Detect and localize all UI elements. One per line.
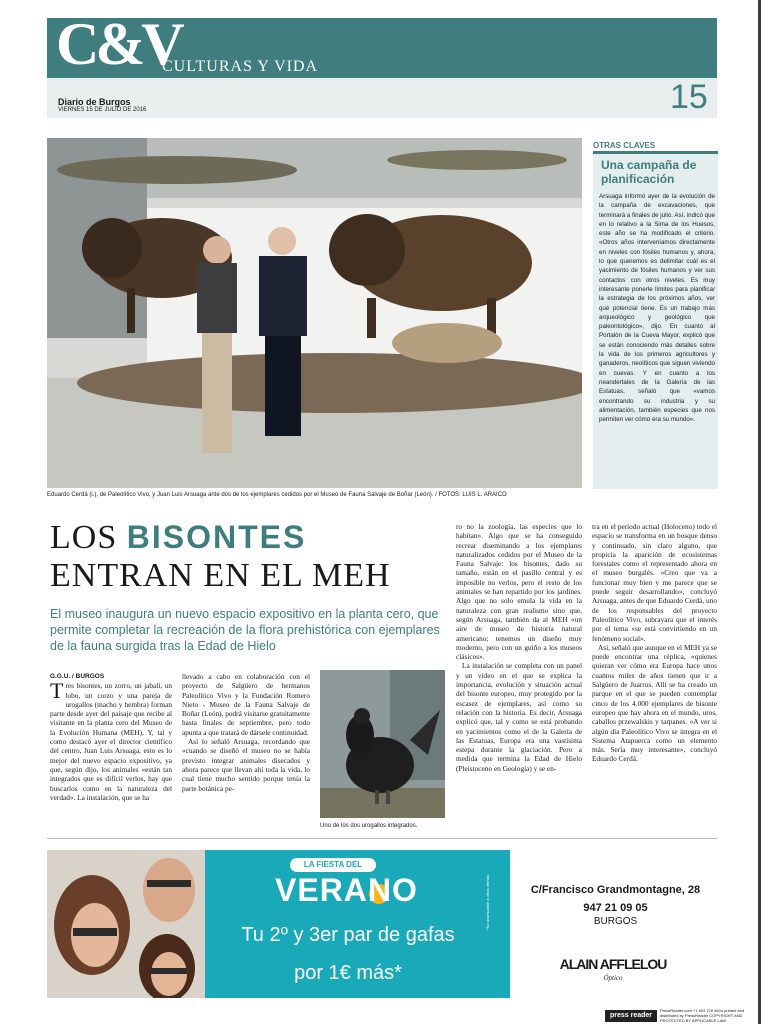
ad-summer-title: VERANO	[275, 872, 418, 908]
article-column-1	[50, 672, 172, 802]
bison-exhibit-image	[47, 138, 582, 488]
sidebar-label: OTRAS CLAVES	[593, 141, 656, 150]
grouse-image	[320, 670, 445, 818]
column-3-para-1: ro no la zoología, las especies que lo habitan». Algo que se ha conseguido recrear diseminando a los ejemplares naturalizados cedidos por el Museo de la Fauna Salvaje: los bisontes, dado su tamaño, están en el pasillo central y es imposible no verlos, pero el resto de los animales se han repartido por los jardines. Algo que no solo emula la vida en la naturaleza con gran realismo sino que, según Arsuaga, también da al MEH «un aire de museo de historia natural americano; tenemos un diseño muy moderno, pero con un guiño a los museos clásicos».	[456, 522, 582, 662]
ad-divider	[47, 838, 717, 839]
section-title: CULTURAS Y VIDA	[162, 58, 319, 75]
ad-models-image	[47, 850, 205, 998]
headline-pre: LOS	[50, 519, 118, 556]
column-4-para-2: Así, señaló que aunque en el MEH ya se puede encontrar una réplica, «quienes quieran ver cómo era Europa hace unos cuantos miles de años tienen que ir a Salgüero de Juarros. Allí se ha creado un parque en el que se pueden contemplar cinco de los 4.000 ejemplares de bisonte europeo que hay ahora en el mundo, uros, caballos przewalskis y tarpanes. «A ver si algún día Paleolítico Vivo se integra en el Sistema Atapuerca como un elemento más. Sería muy interesante», concluyó Eduardo Cerdá.	[592, 642, 717, 764]
article-byline: G.G.U. / BURGOS	[50, 673, 105, 680]
ad-brand-logo: ALAIN AFFLELOU	[559, 956, 667, 972]
article-column-3	[456, 522, 582, 773]
article-deck: El museo inaugura un nuevo espacio expositivo en la planta cero, que permite completar la recreación de la flora prehistórica con ejemplares de la fauna surgida tras la Edad de Hielo	[50, 607, 440, 653]
newspaper-name: Diario de Burgos	[58, 97, 131, 107]
column-2-para-2: Así lo señaló Arsuaga, recordando que «cuando se diseñó el museo no se había previsto integrar animales disecados y ahora parece que llevan ahí toda la vida, lo cual tiene mucho sentido porque tenía la parte botánica pe-	[182, 737, 310, 793]
header-subbar	[47, 78, 717, 118]
column-3-para-2: La instalación se completa con un panel y un vídeo en el que se explica la importancia, evolución y situación actual del bisonte europeo, muy protegido por la escasez de ejemplares, así como su relación con la historia. Es decir, Arsuaga explicó que, tal y como se está probando en yacimientos como el de la Galería de las Estatuas, Europa era una vastísima estepa durante la glaciación. Pero a medida que termina la Edad de Hielo (Pleistoceno en Geología) y se en-	[456, 661, 582, 773]
article-headline	[50, 518, 470, 595]
ad-footnote: *No acumulable a otras ofertas.	[485, 873, 490, 930]
grouse-caption: Uno de los dos urogallos integrados.	[320, 823, 418, 829]
page-number: 15	[670, 78, 708, 116]
column-2-para-1: llevado a cabo en colaboración con el proyecto de Salgüero de hermanos Paleolítico Vivo y la Fundación Romero Nieto - Museo de la Fauna Salvaje de Boñar (León), podrá visitarse gratuitamente hasta finales de septiembre, pero todo apunta a que tratará de dársele continuidad.	[182, 672, 310, 737]
article-column-2	[182, 672, 310, 793]
column-1-text: res bisontes, un zorro, un jabalí, un lobo, un corzo y una pareja de urogallos (macho y hembra) forman parte desde ayer del paisaje que recibe al visitante en la planta cero del Museo de la Evolución Humana (MEH). Y, tal y como destacó ayer el director científico del centro, Juan Luis Arsuaga, esto es lo mejor del nuevo espacio expositivo, ya que, según dijo, los animales «están tan integrados que es difícil verlos, hay que buscarlos como en la naturaleza del verdad». La instalación, que se ha	[50, 681, 172, 802]
ad-models-photo	[47, 850, 205, 998]
ad-city: BURGOS	[593, 916, 638, 927]
sidebar-body: Arsuaga informó ayer de la evolución de la campaña de excavaciones, que terminará a finales de julio. Así, indicó que en lo relativo a la Sima de los Huesos, este año se ha modificado el criterio. «Otros años interveníamos directamente en niveles con fósiles humanos y, ahora, lo que queremos es delimitar cuál es el yacimiento de fósiles humanos y ver sus contactos con otros niveles. Es muy interesante ponerle límites para planificar la estrategia de los próximos años, ver qué potencial tiene. Es un trabajo más arqueológico y geológico que paleontológico», dijo. En cuanto al Portalón de la Cueva Mayor, explicó que se están conociendo más detalles sobre la vida de los primeros agricultores y ganaderos, neolíticos que siguen viviendo en cuevas. Y en cuanto a los neandertales de la Galería de las Estatuas, señaló que «vamos encontrando su industria y su alimentación, también especies que nos permiten ver cómo era su mundo».	[599, 193, 715, 424]
drop-cap: T	[50, 678, 64, 704]
ad-offer-line-2: por 1€ más*	[294, 962, 402, 984]
pressreader-notice: PressReader.com +1 604 278 4604 printed and distributed by PressReader COPYRIGHT AND PROTECTED BY APPLICABLE LAW	[660, 1008, 745, 1023]
pressreader-logo: press reader	[605, 1010, 657, 1022]
sidebar-title: Una campaña de planificación	[601, 158, 697, 186]
column-4-para-1: tra en el período actual (Holoceno) todo el espacio se transforma en un bosque denso y continuado, sin claro alguno, que propicia la aparición de ecosistemas forestales como el representado ahora en el museo burgalés. «Creo que va a funcionar muy bien y me parece que se puede seguir desarrollando», concluyó Arsuaga, antes de que Eduardo Cerdá, uno de los responsables del proyecto Paleolítico Vivo, subrayara que el interés por el tema «se está convirtiendo en un fenómeno social».	[592, 522, 717, 643]
main-photo	[47, 138, 582, 488]
photo-caption: Eduardo Cerdá (i.), de Paleolítico Vivo, y Juan Luis Arsuaga ante dos de los ejemplares cedidos por el Museo de Fauna Salvaje de Boñar (León). / FOTOS: LUIS L. ARAICO	[47, 492, 507, 498]
page-edge	[758, 0, 761, 1024]
headline-keyword: BISONTES	[126, 519, 307, 555]
headline-line-two: ENTRAN EN EL MEH	[50, 557, 391, 594]
section-logo: C&V	[56, 11, 181, 77]
ad-phone: 947 21 09 05	[583, 902, 648, 914]
article-column-4	[592, 522, 717, 764]
ad-offer-line-1: Tu 2º y 3er par de gafas	[241, 924, 455, 946]
ad-brand-subtitle: Óptico	[603, 974, 623, 982]
ad-address: C/Francisco Grandmontagne, 28	[530, 884, 701, 896]
grouse-photo	[320, 670, 445, 818]
issue-date: VIERNES 15 DE JULIO DE 2016	[58, 107, 147, 113]
ad-promo-pill: LA FIESTA DEL	[290, 858, 376, 872]
